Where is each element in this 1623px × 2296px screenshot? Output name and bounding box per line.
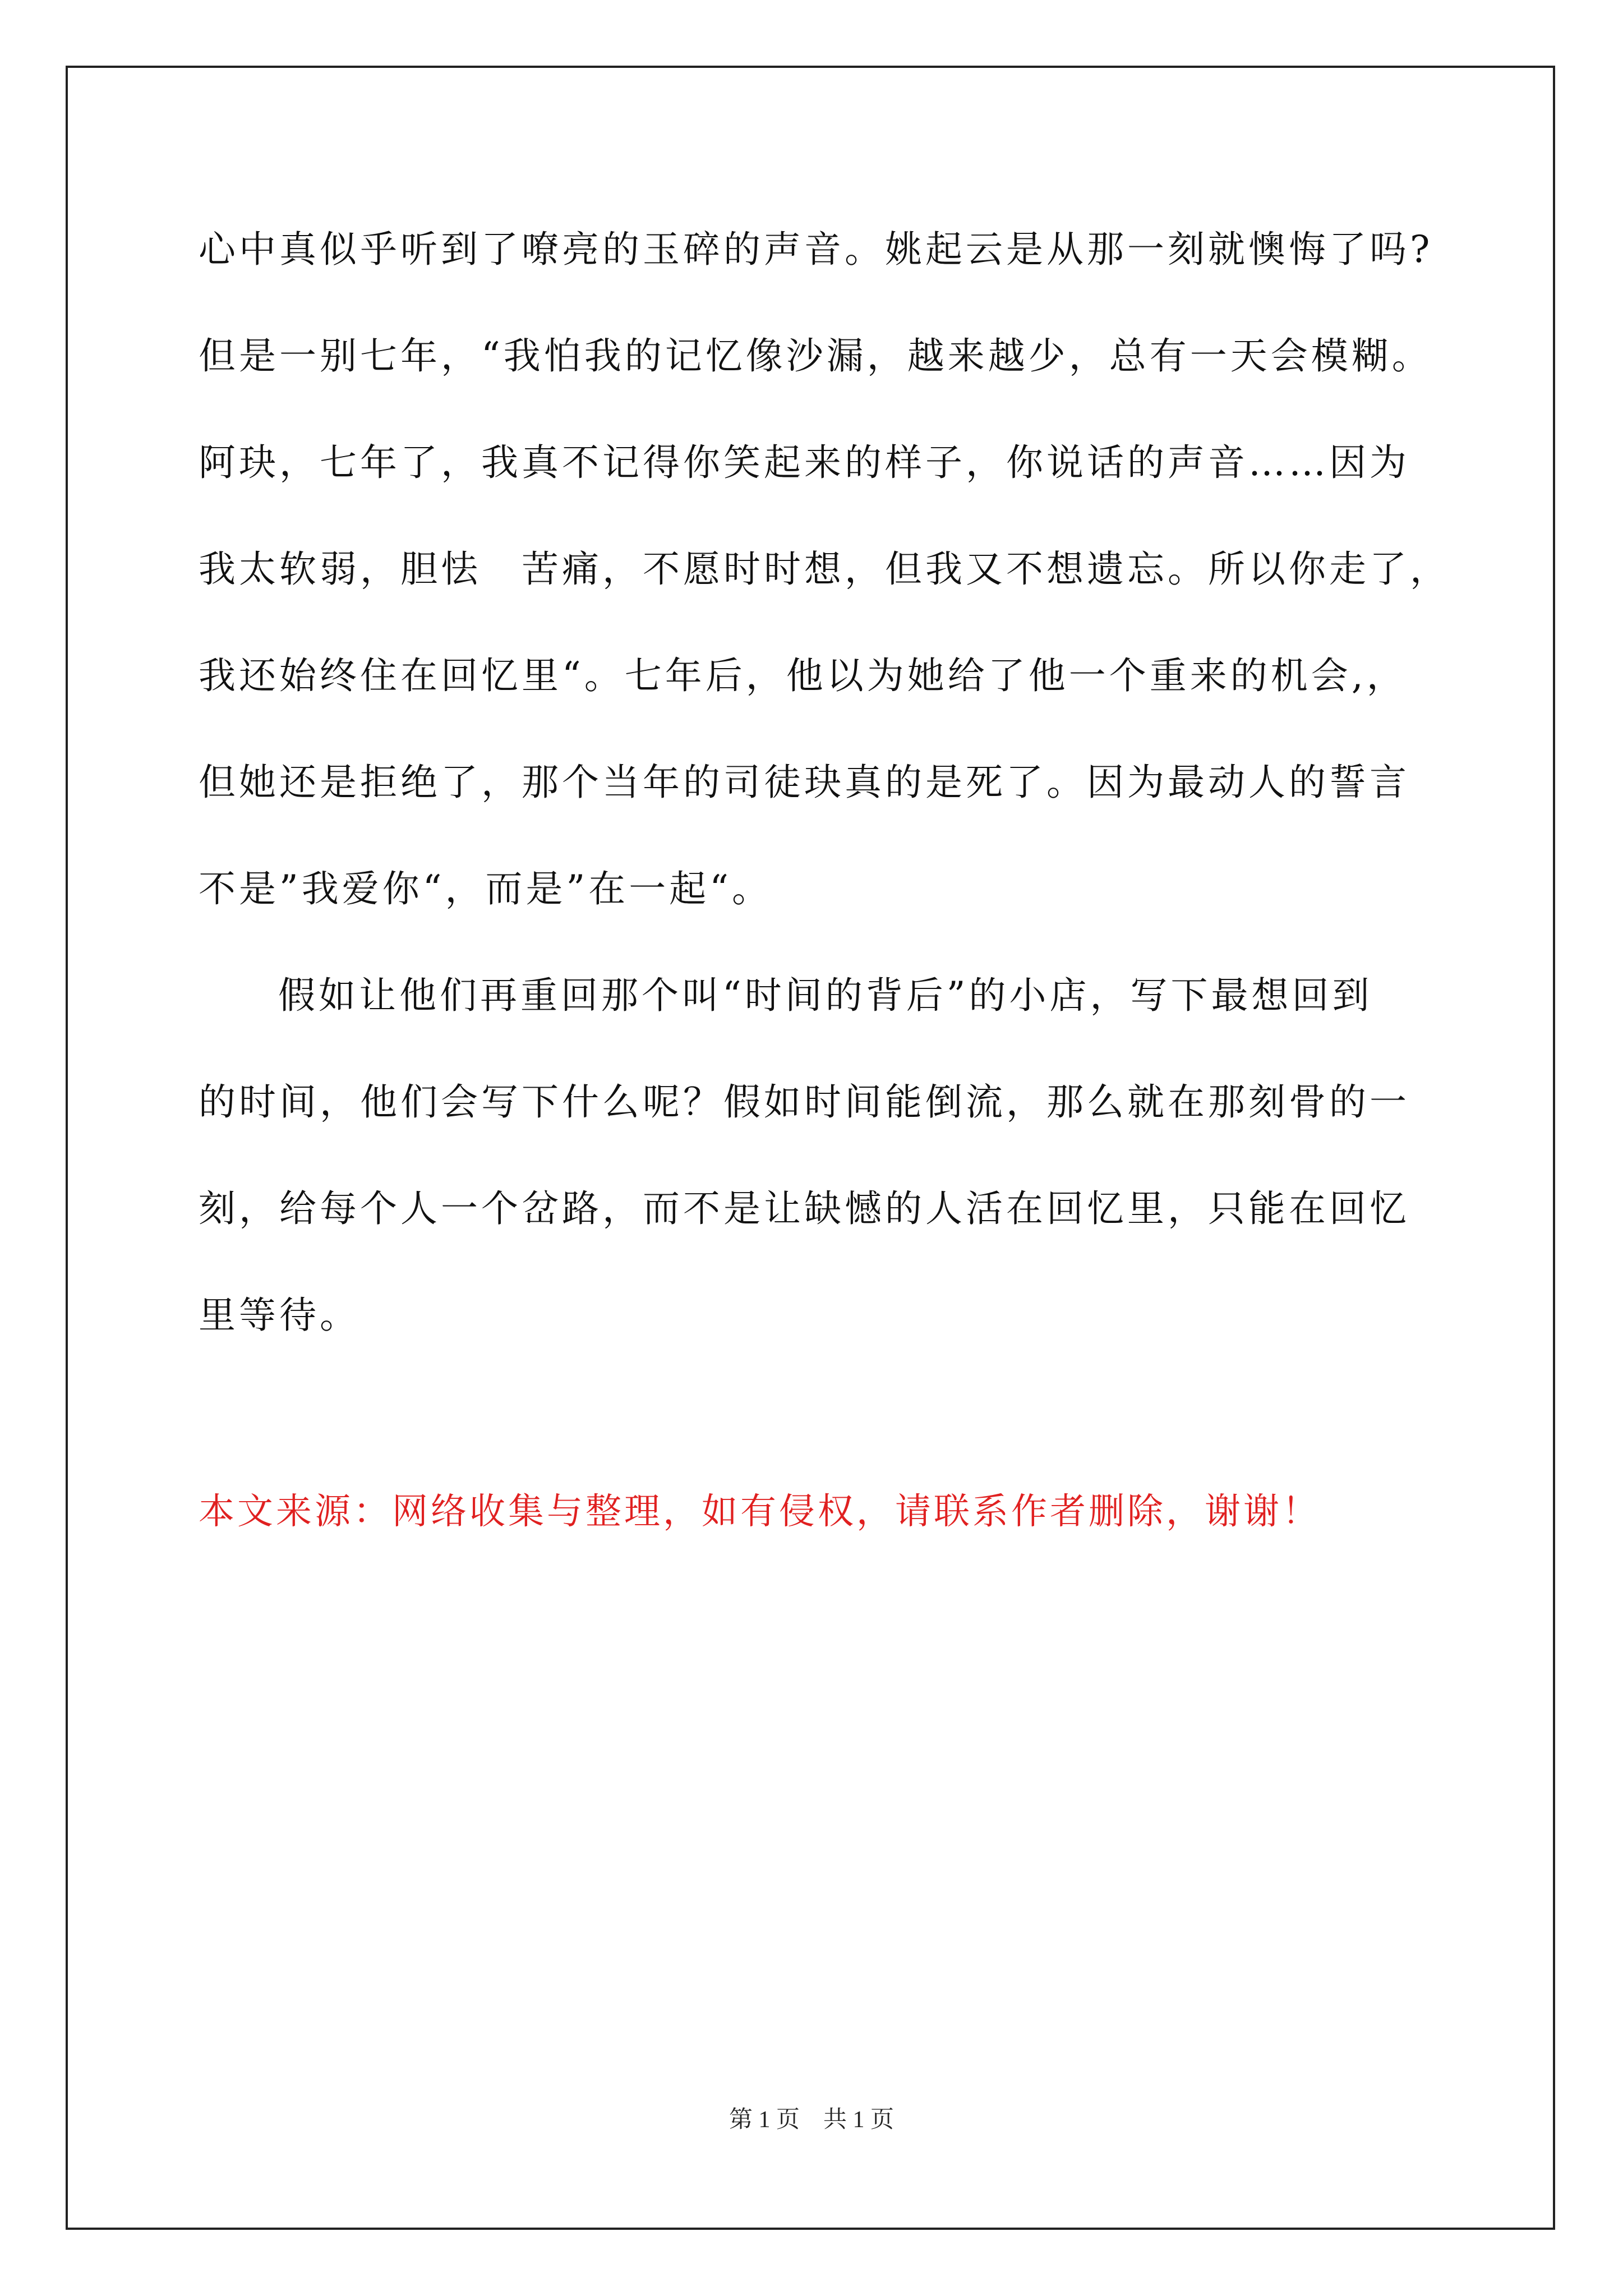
source-note: 本文来源：网络收集与整理，如有侵权，请联系作者删除，谢谢！ [199, 1491, 1321, 1533]
page-number-footer: 第 1 页 共 1 页 [728, 2107, 894, 2133]
text-line: 心中真似乎听到了嘹亮的玉碎的声音。姚起云是从那一刻就懊悔了吗? [199, 228, 1433, 271]
text-line: 不是”我爱你“，而是”在一起“。 [199, 867, 772, 910]
text-line: 刻，给每个人一个岔路，而不是让缺憾的人活在回忆里，只能在回忆 [199, 1187, 1410, 1230]
text-line: 我还始终住在回忆里“。七年后，他以为她给了他一个重来的机会,， [199, 654, 1407, 697]
text-line: 假如让他们再重回那个叫“时间的背后”的小店，写下最想回到 [278, 974, 1373, 1017]
text-line: 里等待。 [199, 1294, 360, 1337]
text-line: 阿玦，七年了，我真不记得你笑起来的样子，你说话的声音……因为 [199, 441, 1410, 484]
text-line: 我太软弱，胆怯 苦痛，不愿时时想，但我又不想遗忘。所以你走了， [199, 547, 1450, 591]
text-line: 的时间，他们会写下什么呢？假如时间能倒流，那么就在那刻骨的一 [199, 1080, 1410, 1124]
text-line: 但她还是拒绝了，那个当年的司徒玦真的是死了。因为最动人的誓言 [199, 761, 1410, 804]
paragraph-2 [199, 954, 1432, 1380]
paragraph-1 [199, 208, 1450, 954]
text-line: 但是一别七年，“我怕我的记忆像沙漏，越来越少，总有一天会模糊。 [199, 334, 1432, 378]
body-text [199, 208, 1450, 1380]
